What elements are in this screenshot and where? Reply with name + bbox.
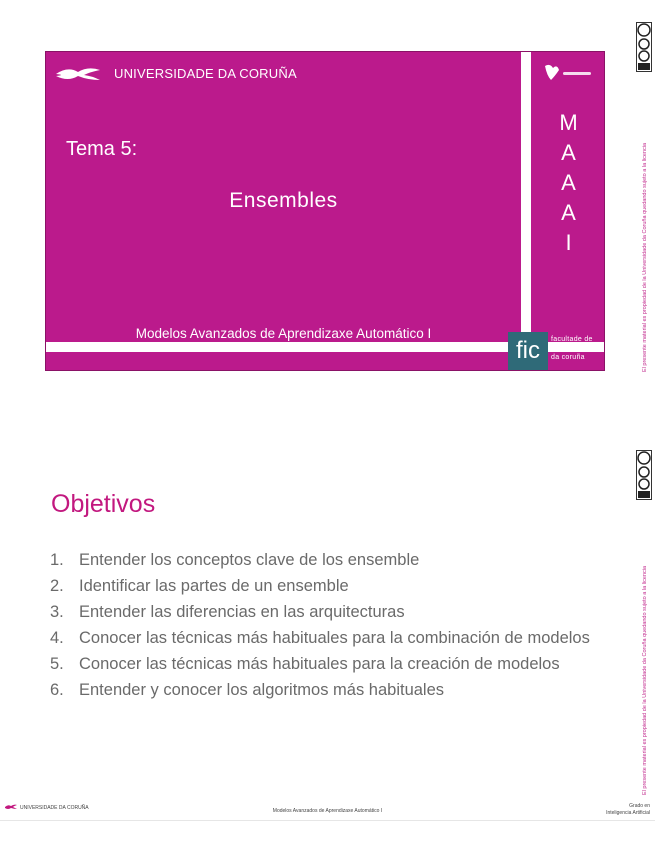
acronym-letter: A	[561, 200, 576, 225]
acronym-letter: I	[565, 230, 572, 255]
footer-degree-line: Grado en	[629, 803, 650, 809]
fic-label	[551, 335, 593, 362]
fic-label-line: da coruña	[551, 354, 585, 361]
footer-university: UNIVERSIDADE DA CORUÑA	[20, 805, 89, 811]
cc-license-icon	[636, 450, 652, 500]
slide-heading: Objetivos	[51, 490, 156, 518]
list-item: 1. Entender los conceptos clave de los ensemble	[50, 551, 420, 569]
university-name: UNIVERSIDADE DA CORUÑA	[114, 66, 297, 81]
vertical-divider	[521, 52, 531, 348]
topic-number: Tema 5:	[66, 138, 138, 160]
list-item: 3. Entender las diferencias en las arquitecturas	[50, 603, 405, 621]
list-item: 2. Identificar las partes de un ensemble	[50, 577, 349, 595]
cc-license-icon	[636, 22, 652, 72]
course-acronym	[531, 108, 606, 258]
university-logo-icon	[54, 64, 102, 84]
course-name: Modelos Avanzados de Aprendizaxe Automático I	[135, 326, 432, 341]
footer-divider	[0, 820, 655, 821]
footer-course: Modelos Avanzados de Aprendizaxe Automático I	[272, 808, 383, 814]
faculty-logo-icon	[541, 62, 596, 84]
fic-label-line: facultade de	[551, 336, 593, 343]
acronym-letter: A	[561, 170, 576, 195]
fic-label-line: informática	[551, 345, 589, 352]
license-notice: El presente material es propiedad de la Universidade da Coruña quedando sujeto a la licencia	[642, 142, 648, 372]
objectives-list	[50, 550, 620, 706]
list-item: 6. Entender y conocer los algoritmos más habituales	[50, 681, 445, 699]
title-slide	[45, 51, 605, 371]
acronym-letter: A	[561, 140, 576, 165]
footer-degree-line: Inteligencia Artificial	[606, 810, 650, 816]
list-item: 5. Conocer las técnicas más habituales para la creación de modelos	[50, 655, 560, 673]
slide-title: Ensembles	[229, 189, 338, 212]
list-item: 4. Conocer las técnicas más habituales para la combinación de modelos	[50, 629, 590, 647]
fic-logo: fic	[508, 332, 548, 370]
license-notice: El presente material es propiedad de la Universidade da Coruña quedando sujeto a la licencia	[642, 565, 648, 795]
acronym-letter: M	[559, 110, 578, 135]
footer-degree	[560, 803, 650, 817]
